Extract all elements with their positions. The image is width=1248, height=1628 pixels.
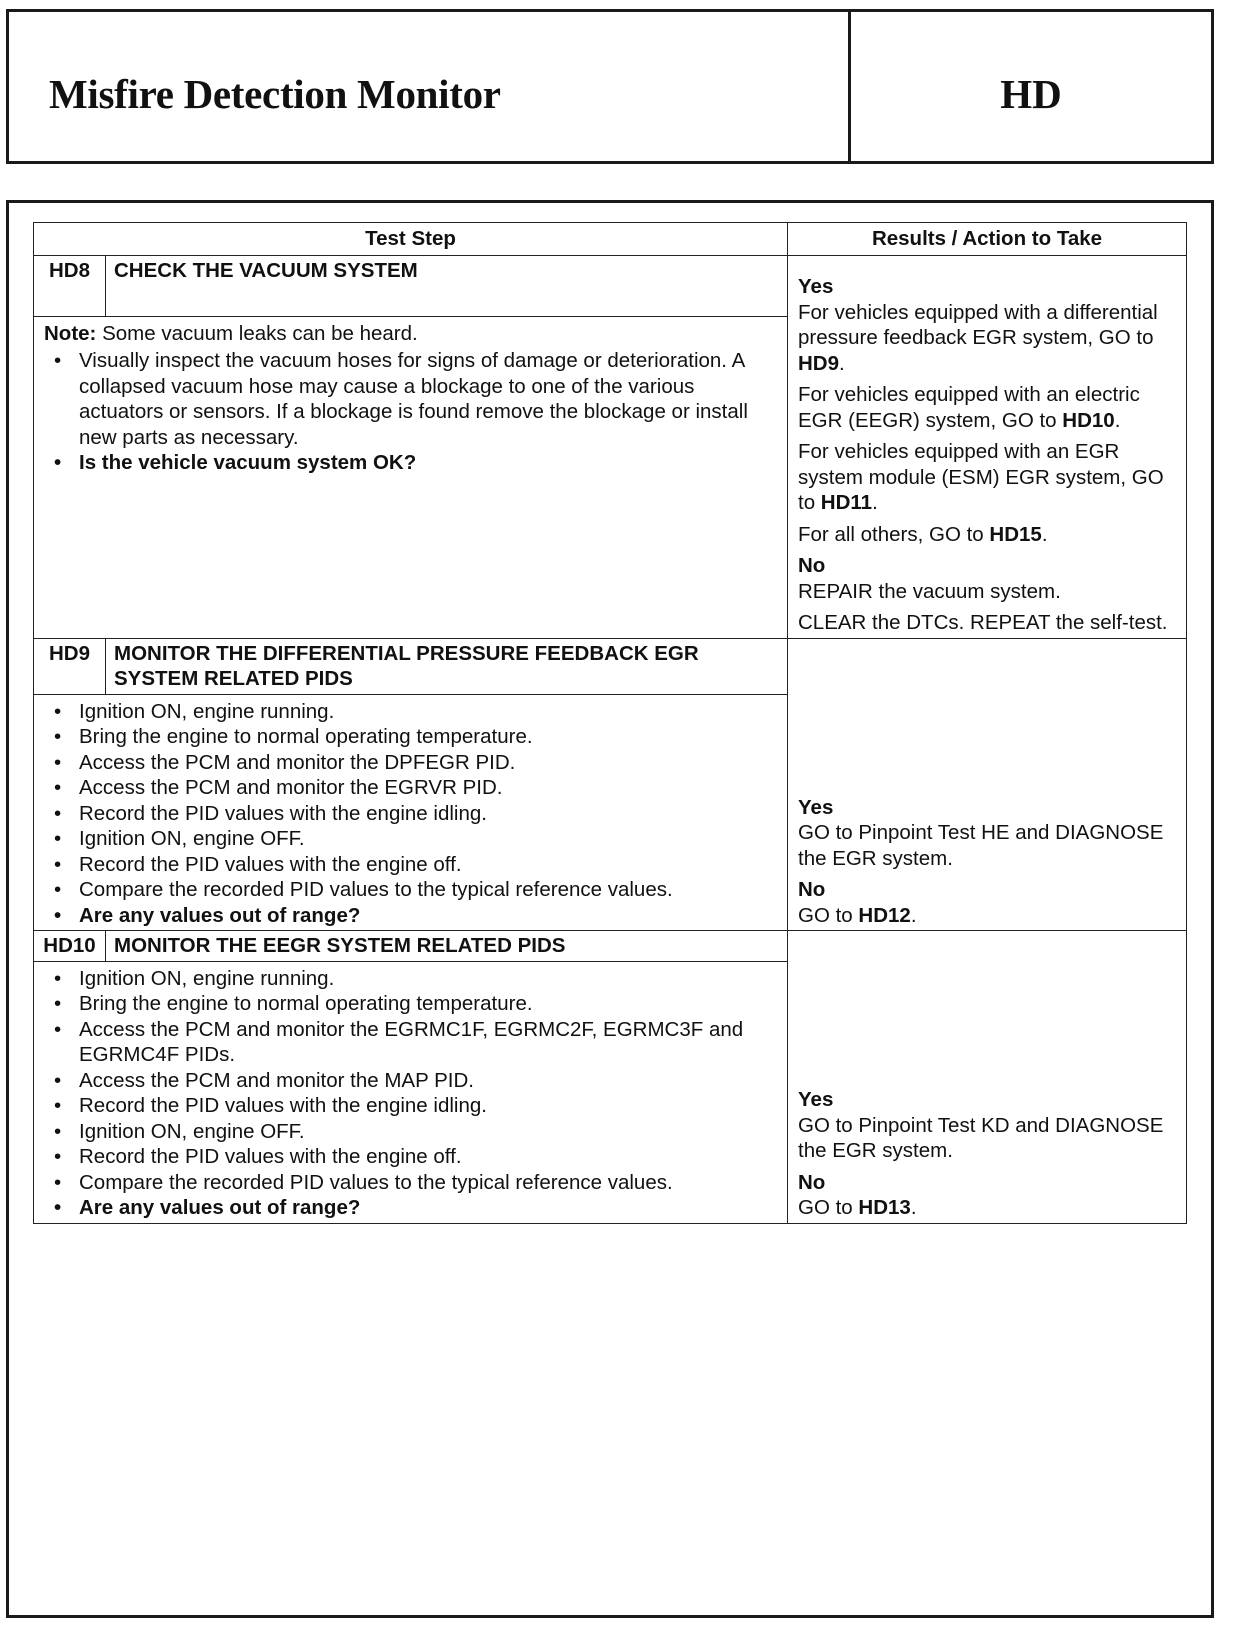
step-body xyxy=(34,694,788,931)
step-title-row xyxy=(34,931,1187,962)
step-reference: HD15 xyxy=(989,522,1042,546)
result-text: CLEAR the DTCs. REPEAT the self-test. xyxy=(798,611,1168,634)
list-item: • Are any values out of range? xyxy=(44,1195,777,1221)
list-item: • Ignition ON, engine running. xyxy=(44,699,777,725)
result-text: For vehicles equipped with an EGR system module (ESM) EGR system, GO to HD11. xyxy=(798,440,1164,514)
bullet-list xyxy=(44,348,777,476)
list-item: • Bring the engine to normal operating temperature. xyxy=(44,724,777,750)
step-id: HD8 xyxy=(34,256,106,317)
list-item: • Is the vehicle vacuum system OK? xyxy=(44,450,777,476)
result-text: GO to Pinpoint Test KD and DIAGNOSE the EGR system. xyxy=(798,1113,1164,1162)
yes-label: Yes xyxy=(798,795,834,819)
step-title-row xyxy=(34,638,1187,694)
no-label: No xyxy=(798,554,826,577)
table-header-row xyxy=(34,223,1187,256)
step-title: CHECK THE VACUUM SYSTEM xyxy=(106,256,788,317)
list-item: • Ignition ON, engine OFF. xyxy=(44,826,777,852)
list-item: • Record the PID values with the engine off. xyxy=(44,852,777,878)
step-result xyxy=(788,931,1187,1224)
list-item: • Compare the recorded PID values to the typical reference values. xyxy=(44,1170,777,1196)
note: Note: Some vacuum leaks can be heard. xyxy=(44,321,418,345)
yes-label: Yes xyxy=(798,1088,834,1111)
step-result xyxy=(788,638,1187,931)
list-item: • Ignition ON, engine OFF. xyxy=(44,1119,777,1145)
list-item: • Access the PCM and monitor the EGRVR PID. xyxy=(44,775,777,801)
step-body xyxy=(34,961,788,1223)
page-title: Misfire Detection Monitor xyxy=(49,71,501,117)
section-code: HD xyxy=(1000,71,1062,117)
step-reference: HD12 xyxy=(858,903,911,927)
list-item: • Record the PID values with the engine idling. xyxy=(44,801,777,827)
result-text: For vehicles equipped with a differential pressure feedback EGR system, GO to HD9. xyxy=(798,300,1158,375)
yes-label: Yes xyxy=(798,275,834,298)
list-item: • Are any values out of range? xyxy=(44,903,777,929)
result-text: For vehicles equipped with an electric EGR (EEGR) system, GO to HD10. xyxy=(798,383,1140,432)
list-item: • Bring the engine to normal operating temperature. xyxy=(44,991,777,1017)
list-item: • Visually inspect the vacuum hoses for signs of damage or deterioration. A collapsed vacuum hose may cause a blockage to one of the various actuators or sensors. If a blockage is found remove the blockage or install new parts as necessary. xyxy=(44,348,777,450)
step-title-row xyxy=(34,256,1187,317)
bullet-list xyxy=(44,699,777,929)
step-body xyxy=(34,316,788,638)
test-step-table xyxy=(33,222,1187,1224)
list-item: • Access the PCM and monitor the MAP PID. xyxy=(44,1068,777,1094)
list-item: • Record the PID values with the engine off. xyxy=(44,1144,777,1170)
no-label: No xyxy=(798,878,826,901)
page-header xyxy=(6,9,1214,164)
list-item: • Ignition ON, engine running. xyxy=(44,966,777,992)
result-text: For all others, GO to HD15. xyxy=(798,522,1048,546)
content-frame xyxy=(6,200,1214,1618)
list-item: • Access the PCM and monitor the DPFEGR PID. xyxy=(44,750,777,776)
step-title: MONITOR THE DIFFERENTIAL PRESSURE FEEDBACK EGR SYSTEM RELATED PIDS xyxy=(106,638,788,694)
step-result xyxy=(788,256,1187,639)
step-id: HD9 xyxy=(34,638,106,694)
column-header-test-step: Test Step xyxy=(34,223,788,256)
step-reference: HD9 xyxy=(798,351,840,375)
list-item: • Access the PCM and monitor the EGRMC1F, EGRMC2F, EGRMC3F and EGRMC4F PIDs. xyxy=(44,1017,777,1068)
list-item: • Record the PID values with the engine idling. xyxy=(44,1093,777,1119)
step-reference: HD11 xyxy=(820,491,873,514)
step-title: MONITOR THE EEGR SYSTEM RELATED PIDS xyxy=(106,931,788,962)
result-text: REPAIR the vacuum system. xyxy=(798,579,1061,603)
bullet-list xyxy=(44,966,777,1221)
column-header-results: Results / Action to Take xyxy=(788,223,1187,256)
list-item: • Compare the recorded PID values to the typical reference values. xyxy=(44,877,777,903)
step-id: HD10 xyxy=(34,931,106,962)
step-reference: HD10 xyxy=(1062,408,1115,432)
result-text: GO to Pinpoint Test HE and DIAGNOSE the EGR system. xyxy=(798,821,1164,870)
result-text: GO to HD12. xyxy=(798,903,917,927)
step-reference: HD13 xyxy=(858,1196,911,1219)
no-label: No xyxy=(798,1170,826,1194)
result-text: GO to HD13. xyxy=(798,1196,917,1219)
